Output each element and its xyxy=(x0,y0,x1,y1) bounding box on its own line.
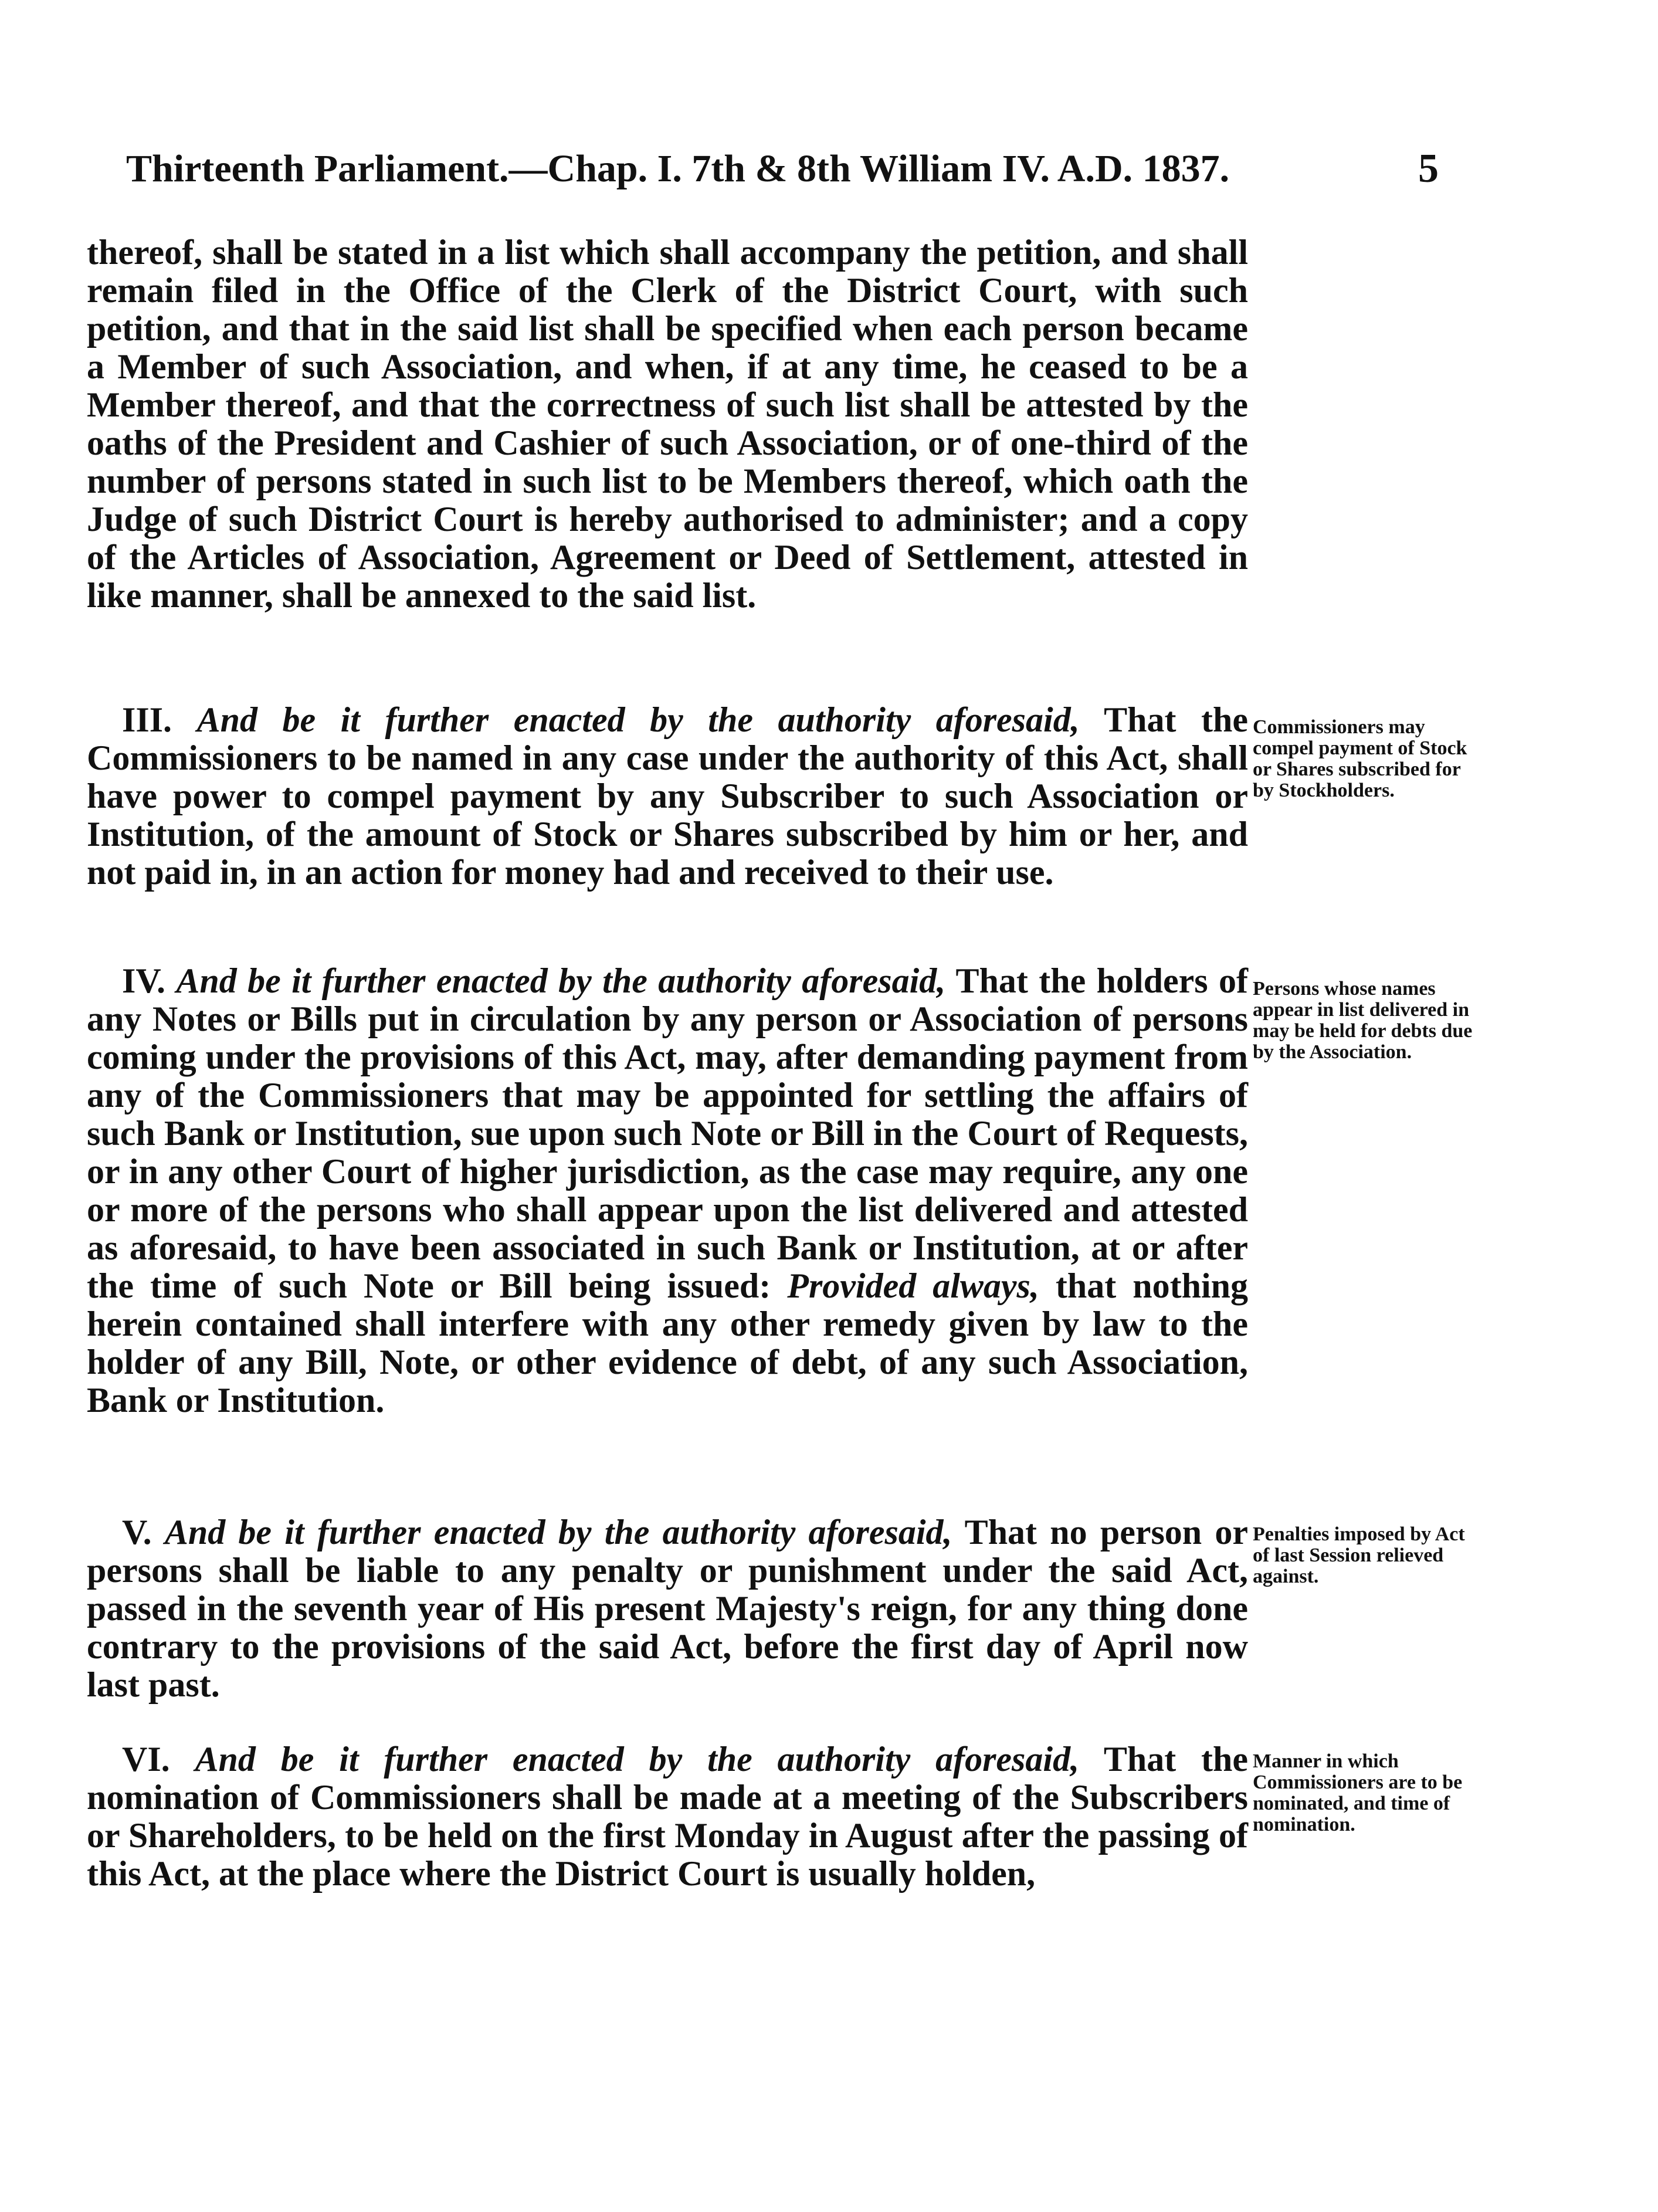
section-number: V. xyxy=(122,1513,152,1552)
running-header xyxy=(126,145,1463,192)
section-5 xyxy=(87,1513,1248,1704)
sidenote-section-4: Persons whose names appear in list delivered in may be held for debts due by the Association. xyxy=(1253,978,1473,1063)
section-text: That the nomination of Commissioners shall be made at a meeting of the Subscribers or Shareholders, to be held on the first Monday in August after the passing of this Act, at the place where the District Court is usually holden, xyxy=(87,1740,1248,1893)
paragraph-text: thereof, shall be stated in a list which shall accompany the petition, and shall remain filed in the Office of the Clerk of the District Court, with such petition, and that in the said list shall be specified when each person became a Member of such Association, and when, if at any time, he ceased to be a Member thereof, and that the correctness of such list shall be attested by the oaths of the President and Cashier of such Association, or of one-third of the number of persons stated in such list to be Members thereof, which oath the Judge of such District Court is hereby authorised to administer; and a copy of the Articles of Association, Agreement or Deed of Settlement, attested in like manner, shall be annexed to the said list. xyxy=(87,233,1248,615)
running-title: Thirteenth Parliament.—Chap. I. 7th & 8th William IV. A.D. 1837. xyxy=(126,147,1230,190)
page-number: 5 xyxy=(1418,146,1439,191)
section-4 xyxy=(87,962,1248,1420)
sidenote-section-6: Manner in which Commissioners are to be nominated, and time of nomination. xyxy=(1253,1750,1463,1835)
section-number: III. xyxy=(122,700,172,739)
section-text-after: that nothing herein contained shall interfere with any other remedy given by law to the holder of any Bill, Note, or other evidence of debt, of any such Association, Bank or Institution. xyxy=(87,1266,1249,1420)
enacting-clause: And be it further enacted by the authority aforesaid, xyxy=(164,1513,952,1552)
section-6 xyxy=(87,1740,1248,1893)
enacting-clause: And be it further enacted by the authority aforesaid, xyxy=(195,1740,1080,1779)
section-text: That the Commissioners to be named in any case under the authority of this Act, shall have power to compel payment by any Subscriber to such Association or Institution, of the amount of Stock or Shares subscribed by him or her, and not paid in, in an action for money had and received to their use. xyxy=(87,700,1249,892)
proviso-clause: Provided always, xyxy=(787,1266,1039,1305)
enacting-clause: And be it further enacted by the authority aforesaid, xyxy=(196,700,1080,739)
sidenote-section-5: Penalties imposed by Act of last Session relieved against. xyxy=(1253,1523,1465,1587)
section-3 xyxy=(87,701,1248,892)
section-number: IV. xyxy=(122,961,165,1000)
section-text: That no person or persons shall be liable to any penalty or punishment under the said Act, passed in the seventh year of His present Majesty's reign, for any thing done contrary to the provisions of the said Act, before the first day of April now last past. xyxy=(87,1513,1249,1704)
section-text: That the holders of any Notes or Bills put in circulation by any person or Association of persons coming under the provisions of this Act, may, after demanding payment from any of the Commissioners that may be appointed for settling the affairs of such Bank or Institution, sue upon such Note or Bill in the Court of Requests, or in any other Court of higher jurisdiction, as the case may require, any one or more of the persons who shall appear upon the list delivered and attested as aforesaid, to have been associated in such Bank or Institution, at or after the time of such Note or Bill being issued: xyxy=(87,961,1248,1305)
sidenote-section-3: Commissioners may compel payment of Stock or Shares subscribed for by Stockholders. xyxy=(1253,716,1467,801)
paragraph-continuation xyxy=(87,233,1248,615)
enacting-clause: And be it further enacted by the authority aforesaid, xyxy=(176,961,946,1000)
section-number: VI. xyxy=(122,1740,170,1779)
